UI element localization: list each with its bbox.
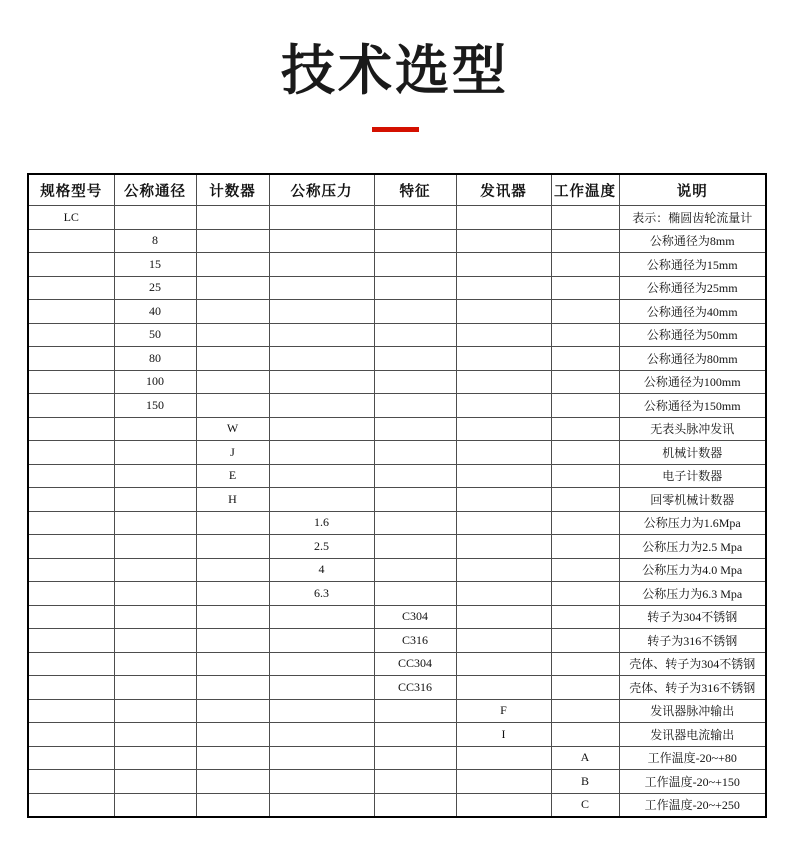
nominal-diameter-cell: 8 — [114, 229, 196, 253]
table-row — [28, 699, 766, 723]
description-cell: 公称通径为100mm — [619, 370, 766, 394]
counter-cell — [196, 511, 269, 535]
nominal-diameter-cell — [114, 676, 196, 700]
transmitter-cell — [456, 229, 551, 253]
nominal-diameter-cell — [114, 699, 196, 723]
description-cell: 工作温度-20~+150 — [619, 770, 766, 794]
counter-cell — [196, 605, 269, 629]
nominal-pressure-cell: 2.5 — [269, 535, 374, 559]
nominal-diameter-cell — [114, 464, 196, 488]
counter-cell — [196, 746, 269, 770]
header-transmitter: 发讯器 — [456, 174, 551, 206]
spec-model-cell — [28, 323, 114, 347]
nominal-diameter-cell — [114, 511, 196, 535]
working-temp-cell — [551, 652, 619, 676]
table-row — [28, 488, 766, 512]
nominal-pressure-cell — [269, 417, 374, 441]
nominal-pressure-cell: 6.3 — [269, 582, 374, 606]
page — [0, 40, 790, 843]
description-cell: 转子为304不锈钢 — [619, 605, 766, 629]
nominal-pressure-cell: 4 — [269, 558, 374, 582]
feature-cell — [374, 394, 456, 418]
transmitter-cell — [456, 511, 551, 535]
header-counter: 计数器 — [196, 174, 269, 206]
feature-cell — [374, 558, 456, 582]
table-row — [28, 417, 766, 441]
spec-model-cell — [28, 770, 114, 794]
description-cell: 公称通径为8mm — [619, 229, 766, 253]
counter-cell — [196, 276, 269, 300]
nominal-pressure-cell — [269, 770, 374, 794]
spec-model-cell — [28, 229, 114, 253]
feature-cell — [374, 511, 456, 535]
spec-model-cell — [28, 605, 114, 629]
feature-cell — [374, 723, 456, 747]
spec-model-cell — [28, 511, 114, 535]
description-cell: 公称通径为15mm — [619, 253, 766, 277]
nominal-diameter-cell — [114, 582, 196, 606]
transmitter-cell — [456, 605, 551, 629]
spec-model-cell — [28, 535, 114, 559]
feature-cell: CC316 — [374, 676, 456, 700]
description-cell: 回零机械计数器 — [619, 488, 766, 512]
working-temp-cell — [551, 511, 619, 535]
counter-cell — [196, 394, 269, 418]
description-cell: 壳体、转子为316不锈钢 — [619, 676, 766, 700]
counter-cell — [196, 229, 269, 253]
working-temp-cell — [551, 323, 619, 347]
feature-cell — [374, 253, 456, 277]
spec-model-cell — [28, 464, 114, 488]
nominal-pressure-cell — [269, 746, 374, 770]
description-cell: 公称通径为50mm — [619, 323, 766, 347]
spec-model-cell — [28, 676, 114, 700]
nominal-diameter-cell: 15 — [114, 253, 196, 277]
transmitter-cell — [456, 276, 551, 300]
table-row — [28, 464, 766, 488]
transmitter-cell — [456, 535, 551, 559]
transmitter-cell — [456, 300, 551, 324]
transmitter-cell — [456, 488, 551, 512]
nominal-pressure-cell — [269, 253, 374, 277]
feature-cell — [374, 347, 456, 371]
feature-cell — [374, 582, 456, 606]
working-temp-cell — [551, 370, 619, 394]
description-cell: 表示：椭圆齿轮流量计 — [619, 206, 766, 230]
nominal-pressure-cell — [269, 229, 374, 253]
header-nominal-pressure: 公称压力 — [269, 174, 374, 206]
spec-model-cell — [28, 746, 114, 770]
feature-cell — [374, 770, 456, 794]
description-cell: 公称压力为1.6Mpa — [619, 511, 766, 535]
spec-model-cell — [28, 488, 114, 512]
spec-model-cell — [28, 347, 114, 371]
working-temp-cell: A — [551, 746, 619, 770]
nominal-diameter-cell — [114, 723, 196, 747]
transmitter-cell: F — [456, 699, 551, 723]
table-row — [28, 394, 766, 418]
spec-model-cell: LC — [28, 206, 114, 230]
working-temp-cell — [551, 558, 619, 582]
feature-cell — [374, 229, 456, 253]
feature-cell — [374, 441, 456, 465]
working-temp-cell — [551, 417, 619, 441]
working-temp-cell — [551, 488, 619, 512]
spec-model-cell — [28, 558, 114, 582]
feature-cell: C316 — [374, 629, 456, 653]
counter-cell — [196, 699, 269, 723]
counter-cell — [196, 370, 269, 394]
working-temp-cell — [551, 206, 619, 230]
table-row — [28, 441, 766, 465]
counter-cell — [196, 652, 269, 676]
transmitter-cell — [456, 370, 551, 394]
feature-cell — [374, 370, 456, 394]
counter-cell — [196, 206, 269, 230]
transmitter-cell — [456, 793, 551, 817]
spec-model-cell — [28, 276, 114, 300]
spec-model-cell — [28, 723, 114, 747]
working-temp-cell — [551, 441, 619, 465]
nominal-diameter-cell: 80 — [114, 347, 196, 371]
transmitter-cell — [456, 417, 551, 441]
nominal-diameter-cell: 50 — [114, 323, 196, 347]
transmitter-cell — [456, 394, 551, 418]
counter-cell — [196, 676, 269, 700]
counter-cell — [196, 629, 269, 653]
counter-cell — [196, 323, 269, 347]
counter-cell: J — [196, 441, 269, 465]
spec-model-cell — [28, 417, 114, 441]
table-header-row — [28, 174, 766, 206]
working-temp-cell — [551, 535, 619, 559]
feature-cell — [374, 323, 456, 347]
description-cell: 公称压力为2.5 Mpa — [619, 535, 766, 559]
table-row — [28, 206, 766, 230]
description-cell: 工作温度-20~+80 — [619, 746, 766, 770]
transmitter-cell — [456, 323, 551, 347]
nominal-pressure-cell — [269, 206, 374, 230]
nominal-diameter-cell — [114, 441, 196, 465]
spec-model-cell — [28, 300, 114, 324]
nominal-pressure-cell — [269, 370, 374, 394]
table-row — [28, 300, 766, 324]
transmitter-cell — [456, 347, 551, 371]
feature-cell — [374, 535, 456, 559]
table-row — [28, 276, 766, 300]
description-cell: 工作温度-20~+250 — [619, 793, 766, 817]
feature-cell — [374, 464, 456, 488]
working-temp-cell — [551, 229, 619, 253]
working-temp-cell — [551, 253, 619, 277]
description-cell: 公称通径为40mm — [619, 300, 766, 324]
working-temp-cell — [551, 464, 619, 488]
nominal-pressure-cell — [269, 276, 374, 300]
spec-model-cell — [28, 699, 114, 723]
nominal-pressure-cell — [269, 300, 374, 324]
description-cell: 公称压力为4.0 Mpa — [619, 558, 766, 582]
technical-selection-table — [27, 173, 767, 818]
transmitter-cell — [456, 206, 551, 230]
nominal-diameter-cell — [114, 535, 196, 559]
nominal-pressure-cell — [269, 605, 374, 629]
description-cell: 发讯器脉冲输出 — [619, 699, 766, 723]
header-working-temp: 工作温度 — [551, 174, 619, 206]
working-temp-cell — [551, 394, 619, 418]
transmitter-cell — [456, 676, 551, 700]
table-row — [28, 676, 766, 700]
counter-cell — [196, 793, 269, 817]
transmitter-cell — [456, 746, 551, 770]
feature-cell — [374, 793, 456, 817]
nominal-pressure-cell — [269, 323, 374, 347]
nominal-diameter-cell — [114, 770, 196, 794]
counter-cell: W — [196, 417, 269, 441]
description-cell: 公称通径为150mm — [619, 394, 766, 418]
working-temp-cell — [551, 629, 619, 653]
working-temp-cell: C — [551, 793, 619, 817]
transmitter-cell — [456, 558, 551, 582]
working-temp-cell — [551, 676, 619, 700]
feature-cell — [374, 300, 456, 324]
feature-cell — [374, 276, 456, 300]
counter-cell — [196, 300, 269, 324]
spec-model-cell — [28, 253, 114, 277]
transmitter-cell — [456, 652, 551, 676]
transmitter-cell: I — [456, 723, 551, 747]
nominal-pressure-cell — [269, 793, 374, 817]
header-feature: 特征 — [374, 174, 456, 206]
counter-cell — [196, 770, 269, 794]
transmitter-cell — [456, 464, 551, 488]
table-row — [28, 582, 766, 606]
transmitter-cell — [456, 770, 551, 794]
counter-cell — [196, 535, 269, 559]
table-row — [28, 323, 766, 347]
description-cell: 转子为316不锈钢 — [619, 629, 766, 653]
nominal-pressure-cell — [269, 699, 374, 723]
spec-model-cell — [28, 370, 114, 394]
working-temp-cell — [551, 605, 619, 629]
table-row — [28, 746, 766, 770]
feature-cell — [374, 417, 456, 441]
nominal-diameter-cell: 25 — [114, 276, 196, 300]
spec-model-cell — [28, 582, 114, 606]
table-row — [28, 793, 766, 817]
working-temp-cell — [551, 699, 619, 723]
spec-model-cell — [28, 652, 114, 676]
nominal-diameter-cell: 150 — [114, 394, 196, 418]
feature-cell — [374, 206, 456, 230]
feature-cell: CC304 — [374, 652, 456, 676]
counter-cell — [196, 347, 269, 371]
spec-model-cell — [28, 394, 114, 418]
counter-cell — [196, 253, 269, 277]
transmitter-cell — [456, 629, 551, 653]
working-temp-cell — [551, 582, 619, 606]
header-description: 说明 — [619, 174, 766, 206]
description-cell: 电子计数器 — [619, 464, 766, 488]
description-cell: 无表头脉冲发讯 — [619, 417, 766, 441]
table-row — [28, 253, 766, 277]
nominal-diameter-cell — [114, 488, 196, 512]
counter-cell: H — [196, 488, 269, 512]
nominal-pressure-cell — [269, 488, 374, 512]
nominal-diameter-cell — [114, 652, 196, 676]
nominal-diameter-cell: 40 — [114, 300, 196, 324]
working-temp-cell — [551, 300, 619, 324]
counter-cell — [196, 558, 269, 582]
working-temp-cell — [551, 347, 619, 371]
nominal-diameter-cell — [114, 793, 196, 817]
table-row — [28, 535, 766, 559]
table-row — [28, 558, 766, 582]
counter-cell: E — [196, 464, 269, 488]
description-cell: 公称通径为80mm — [619, 347, 766, 371]
nominal-pressure-cell — [269, 652, 374, 676]
table-row — [28, 370, 766, 394]
nominal-diameter-cell — [114, 417, 196, 441]
table-row — [28, 229, 766, 253]
spec-model-cell — [28, 629, 114, 653]
feature-cell: C304 — [374, 605, 456, 629]
nominal-pressure-cell — [269, 723, 374, 747]
nominal-diameter-cell: 100 — [114, 370, 196, 394]
table-row — [28, 347, 766, 371]
nominal-diameter-cell — [114, 206, 196, 230]
header-nominal-diameter: 公称通径 — [114, 174, 196, 206]
spec-model-cell — [28, 441, 114, 465]
nominal-diameter-cell — [114, 629, 196, 653]
description-cell: 发讯器电流输出 — [619, 723, 766, 747]
table-row — [28, 629, 766, 653]
transmitter-cell — [456, 582, 551, 606]
feature-cell — [374, 488, 456, 512]
nominal-pressure-cell — [269, 441, 374, 465]
table-row — [28, 723, 766, 747]
description-cell: 公称通径为25mm — [619, 276, 766, 300]
spec-model-cell — [28, 793, 114, 817]
description-cell: 机械计数器 — [619, 441, 766, 465]
feature-cell — [374, 746, 456, 770]
counter-cell — [196, 723, 269, 747]
header-spec-model: 规格型号 — [28, 174, 114, 206]
description-cell: 壳体、转子为304不锈钢 — [619, 652, 766, 676]
nominal-pressure-cell — [269, 464, 374, 488]
selection-table-body — [28, 206, 766, 818]
title-divider — [372, 127, 419, 132]
table-row — [28, 652, 766, 676]
working-temp-cell: B — [551, 770, 619, 794]
nominal-diameter-cell — [114, 746, 196, 770]
table-row — [28, 605, 766, 629]
page-title: 技术选型 — [281, 41, 509, 101]
working-temp-cell — [551, 276, 619, 300]
table-row — [28, 511, 766, 535]
working-temp-cell — [551, 723, 619, 747]
table-row — [28, 770, 766, 794]
transmitter-cell — [456, 253, 551, 277]
nominal-pressure-cell — [269, 676, 374, 700]
transmitter-cell — [456, 441, 551, 465]
nominal-pressure-cell — [269, 347, 374, 371]
counter-cell — [196, 582, 269, 606]
feature-cell — [374, 699, 456, 723]
nominal-pressure-cell — [269, 394, 374, 418]
description-cell: 公称压力为6.3 Mpa — [619, 582, 766, 606]
nominal-pressure-cell — [269, 629, 374, 653]
nominal-diameter-cell — [114, 558, 196, 582]
nominal-diameter-cell — [114, 605, 196, 629]
nominal-pressure-cell: 1.6 — [269, 511, 374, 535]
